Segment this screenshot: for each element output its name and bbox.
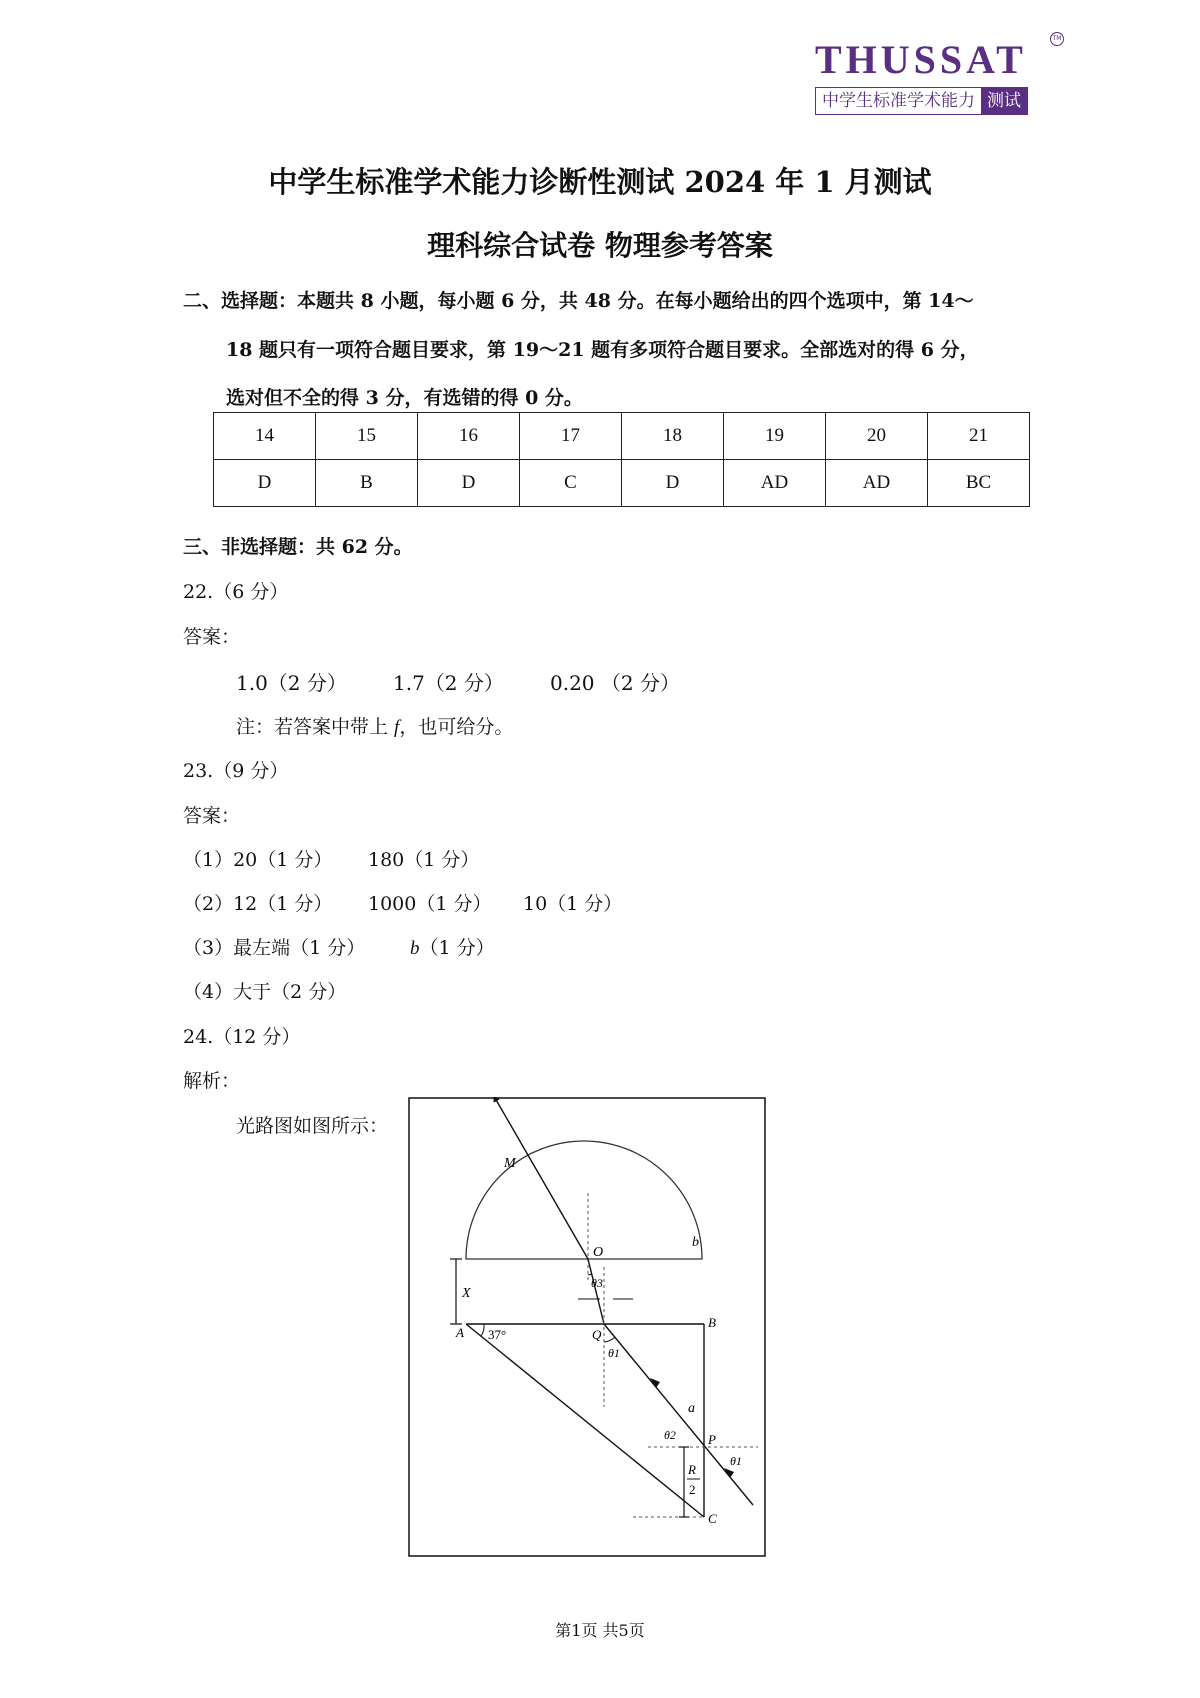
angle-arc-37: [481, 1324, 484, 1336]
logo-wordmark: THUSSAT: [815, 37, 1027, 82]
q23-line4: （4）大于（2 分）: [183, 981, 347, 1003]
ray-exit: [495, 1098, 588, 1259]
section2-line2: 18 题只有一项符合题目要求，第 19～21 题有多项符合题目要求。全部选对的得 6 分，: [226, 339, 979, 361]
label-x: X: [462, 1286, 471, 1301]
label-c: C: [708, 1511, 717, 1526]
trademark-icon: TM: [1050, 32, 1064, 46]
logo-subtitle-right: 测试: [981, 88, 1027, 114]
q23-line1-b: 180（1 分）: [368, 849, 480, 871]
q24-intro: 光路图如图所示：: [236, 1115, 389, 1137]
label-two: 2: [689, 1482, 696, 1497]
q23-line3-a: （3）最左端（1 分）: [183, 937, 366, 959]
label-r: R: [688, 1462, 696, 1477]
q22-note: [236, 712, 513, 739]
section2-line3: 选对但不全的得 3 分，有选错的得 0 分。: [226, 387, 583, 409]
label-theta3: θ3: [591, 1276, 603, 1290]
answer-table: [213, 412, 1030, 507]
label-theta1-p: θ1: [730, 1454, 742, 1468]
page-footer: 第1页 共5页: [555, 1621, 645, 1640]
answer-cell: D: [622, 460, 724, 507]
section3-heading: 三、非选择题：共 62 分。: [183, 536, 413, 558]
page-subtitle: 理科综合试卷 物理参考答案: [427, 229, 773, 262]
light-path-diagram: [408, 1097, 766, 1557]
q24-analysis-label: 解析：: [183, 1070, 241, 1092]
label-angle-37: 37°: [488, 1327, 507, 1342]
label-q: Q: [592, 1327, 602, 1342]
answer-cell: C: [520, 460, 622, 507]
answer-cell: D: [214, 460, 316, 507]
q22-answer-2: 1.7（2 分）: [393, 671, 504, 695]
ray-oq: [588, 1259, 604, 1324]
q22-note-prefix: 注：若答案中带上: [236, 716, 395, 738]
label-o: O: [593, 1245, 604, 1260]
q23-heading: 23.（9 分）: [183, 760, 289, 782]
question-number: 17: [520, 413, 622, 460]
section2-line1: 二、选择题：本题共 8 小题，每小题 6 分，共 48 分。在每小题给出的四个选项中，第 14～: [183, 290, 974, 312]
label-a-ray: a: [688, 1401, 695, 1416]
ray-pq: [604, 1324, 753, 1505]
q23-line1-a: （1）20（1 分）: [183, 849, 333, 871]
question-number: 18: [622, 413, 724, 460]
page-title: 中学生标准学术能力诊断性测试 2024 年 1 月测试: [268, 165, 932, 199]
question-number: 21: [928, 413, 1030, 460]
q23-line3-b: [410, 933, 495, 960]
q23-line3-score: （1 分）: [419, 937, 495, 959]
q22-answer-3: 0.20 （2 分）: [550, 671, 680, 695]
question-number: 19: [724, 413, 826, 460]
label-b-vertex: B: [708, 1315, 716, 1330]
label-m: M: [504, 1156, 516, 1171]
answer-table-answer-row: [214, 460, 1030, 507]
q22-answer-1: 1.0（2 分）: [236, 671, 347, 695]
answer-cell: D: [418, 460, 520, 507]
q23-answer-label: 答案：: [183, 805, 241, 827]
answer-table-header-row: [214, 413, 1030, 460]
prism-side-ac: [466, 1324, 704, 1517]
label-theta1-q: θ1: [608, 1346, 620, 1360]
label-a-vertex: A: [456, 1325, 464, 1340]
angle-arc-theta1: [604, 1337, 615, 1342]
question-number: 16: [418, 413, 520, 460]
question-number: 15: [316, 413, 418, 460]
q22-note-var: f: [394, 717, 400, 738]
q22-note-suffix: ，也可给分。: [399, 716, 514, 738]
logo-subtitle-left: 中学生标准学术能力: [822, 91, 975, 111]
q22-heading: 22.（6 分）: [183, 581, 289, 603]
answer-cell: AD: [826, 460, 928, 507]
answer-cell: BC: [928, 460, 1030, 507]
label-p: P: [708, 1432, 716, 1447]
semicircle: [466, 1141, 702, 1259]
question-number: 14: [214, 413, 316, 460]
answer-cell: AD: [724, 460, 826, 507]
q22-answer-label: 答案：: [183, 626, 241, 648]
logo-subtitle: [815, 87, 1028, 115]
q24-heading: 24.（12 分）: [183, 1026, 301, 1048]
q23-line2-c: 10（1 分）: [523, 893, 623, 915]
q23-line2-a: （2）12（1 分）: [183, 893, 333, 915]
answer-cell: B: [316, 460, 418, 507]
label-theta2: θ2: [664, 1428, 676, 1442]
q23-line2-b: 1000（1 分）: [368, 893, 492, 915]
q23-line3-var: b: [410, 938, 420, 959]
question-number: 20: [826, 413, 928, 460]
label-b: b: [692, 1235, 699, 1250]
